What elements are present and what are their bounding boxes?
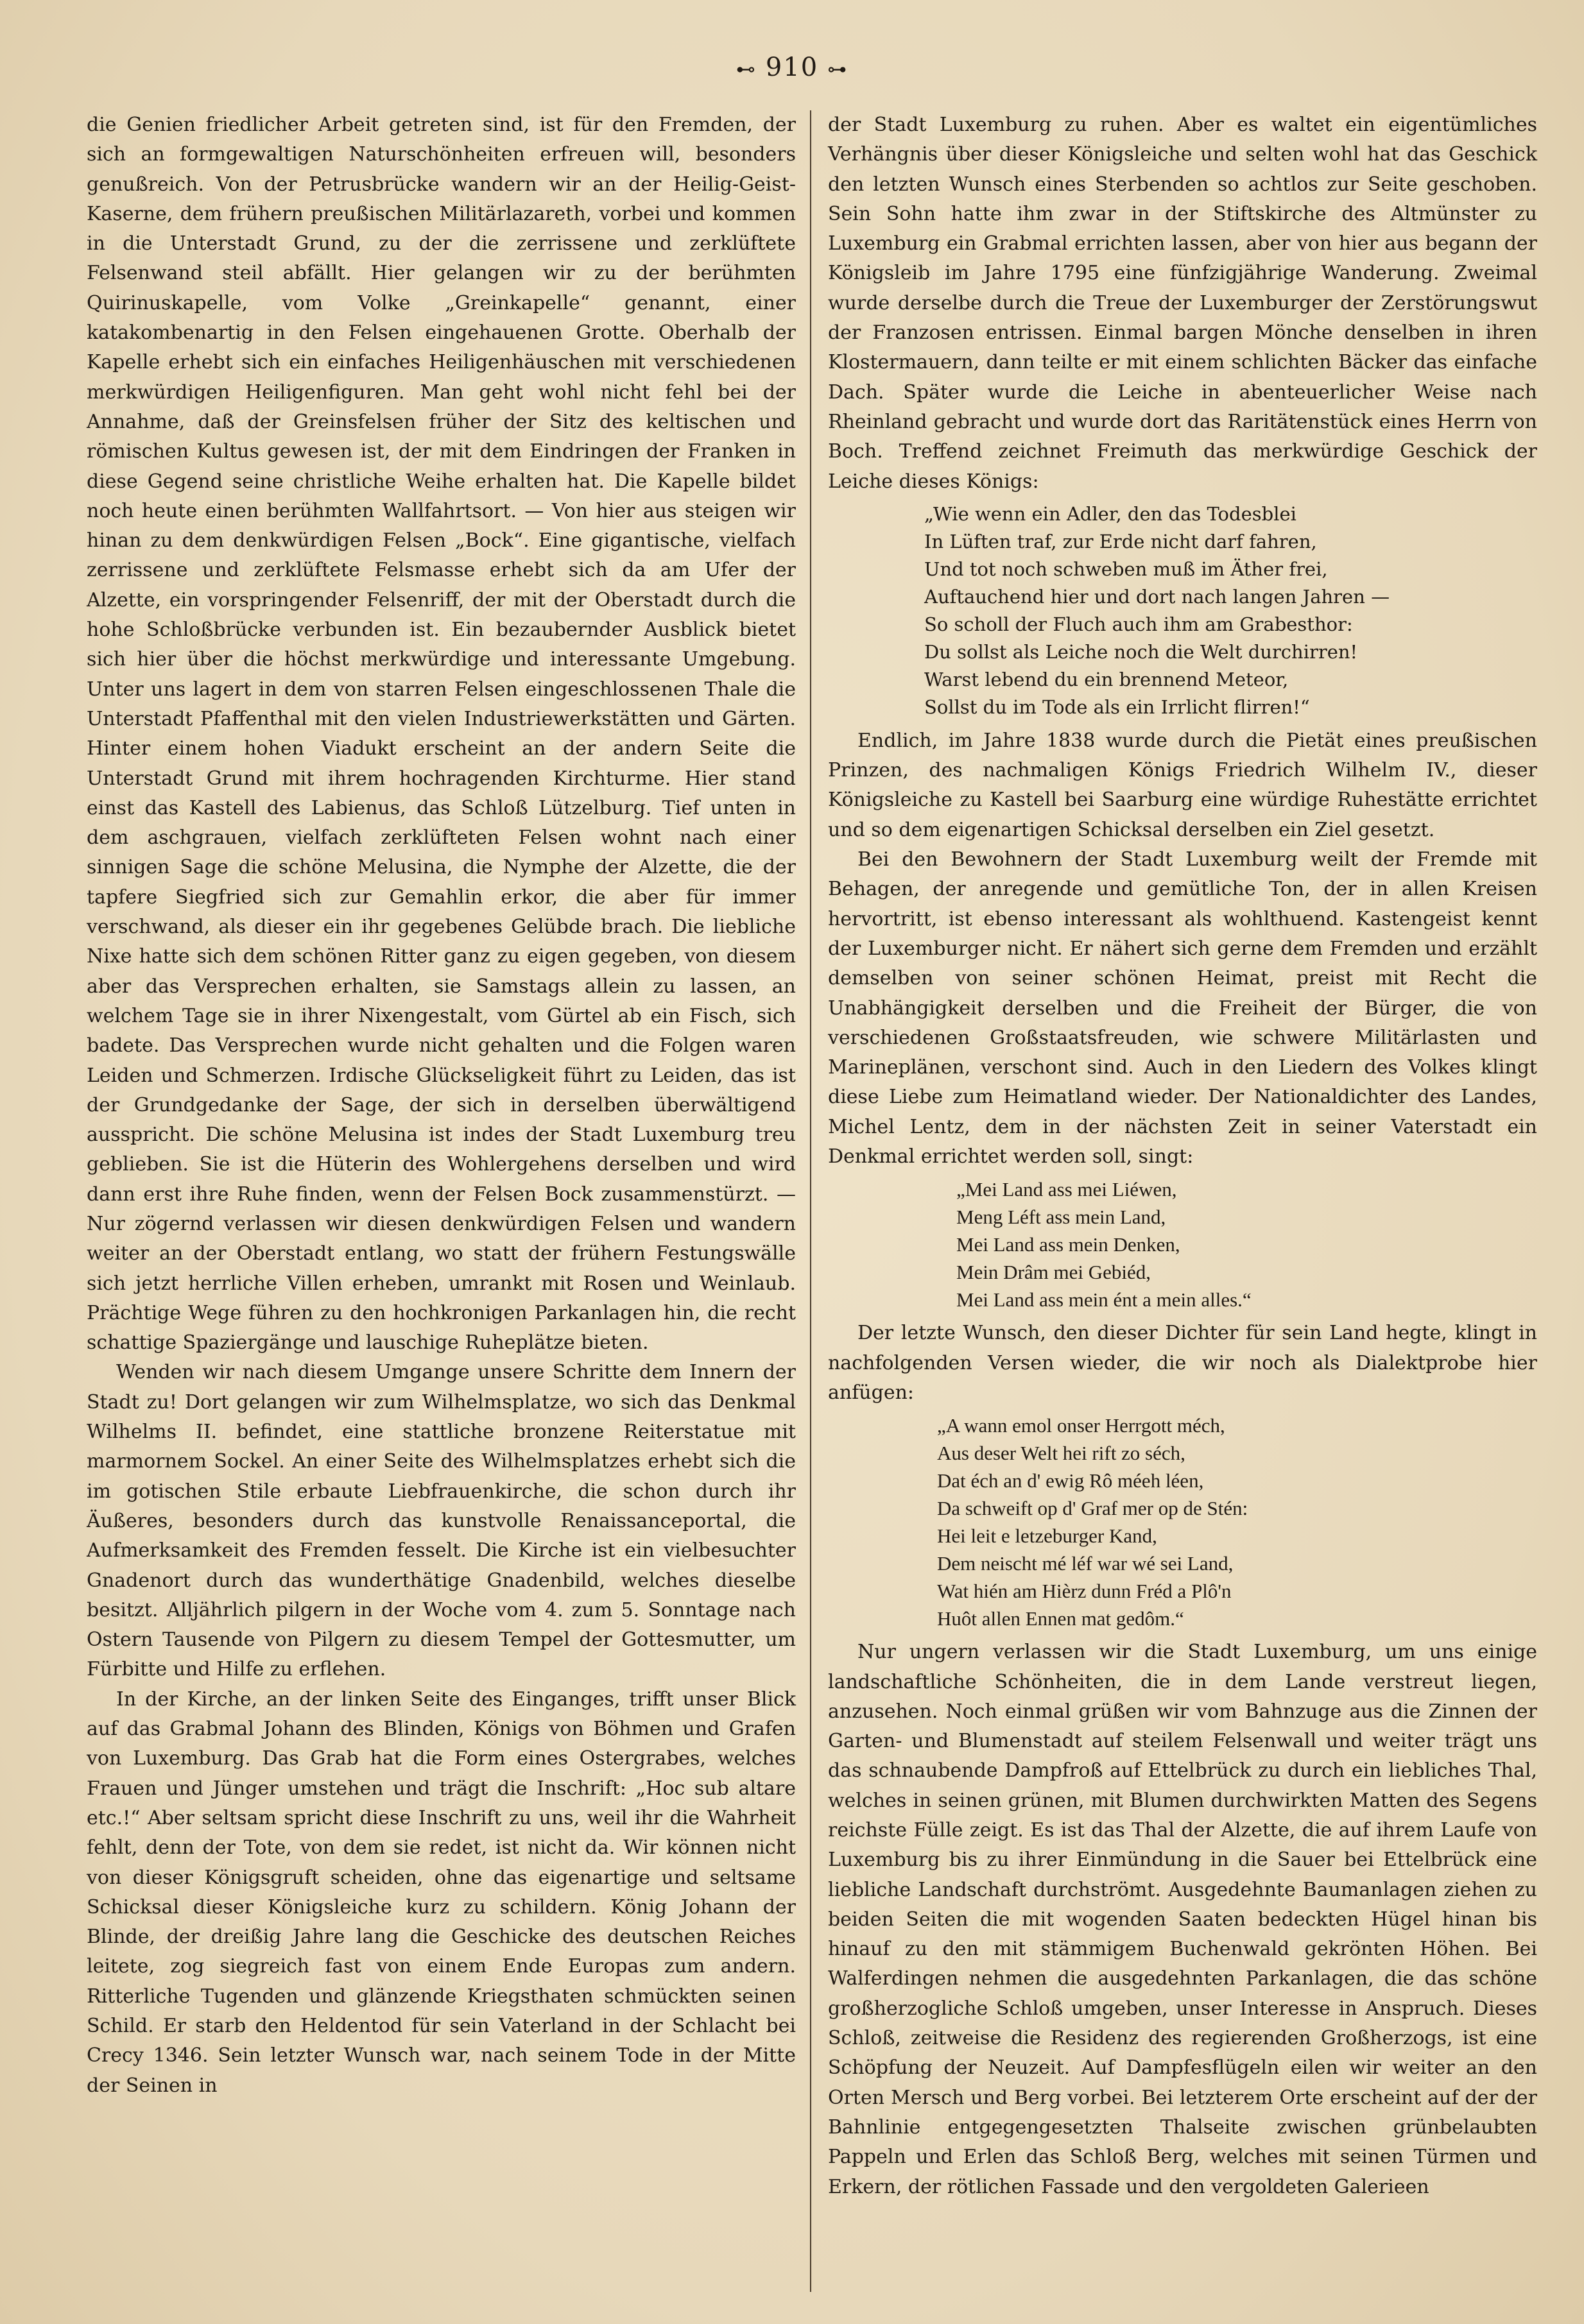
verse-line: Dat éch an d' ewig Rô méeh léen,	[937, 1469, 1204, 1492]
verse-line: „Wie wenn ein Adler, den das Todesblei	[924, 502, 1296, 525]
verse-line: Huôt allen Ennen mat gedôm.“	[937, 1607, 1184, 1630]
paragraph: Der letzte Wunsch, den dieser Dichter für sein Land hegte, klingt in nachfolgenden Versen wieder, die wir noch als Dialektprobe hier anfügen:	[828, 1322, 1537, 1404]
column-rule	[810, 110, 811, 2292]
page-header	[0, 53, 1584, 82]
poem-dialect	[828, 1412, 1537, 1632]
verse-line: Dem neischt mé léf war wé sei Land,	[937, 1552, 1234, 1575]
verse-line: „A wann emol onser Herrgott méch,	[937, 1414, 1225, 1437]
verse-line: Mei Land ass mein ént a mein alles.“	[956, 1288, 1252, 1312]
page-number: 910	[765, 53, 819, 82]
verse-line: Mei Land ass mein Denken,	[956, 1233, 1180, 1256]
paragraph: In der Kirche, an der linken Seite des Einganges, trifft unser Blick auf das Grabmal Johann des Blinden, Königs von Böhmen und Grafen von Luxemburg. Das Grab hat die Form eines Ostergrabes, welches Frauen und Jünger umstehen und trägt die Inschrift: „Hoc sub altare etc.!“ Aber seltsam spricht diese Inschrift zu uns, weil ihr die Wahrheit fehlt, denn der Tote, von dem sie redet, ist nicht da. Wir können nicht von dieser Königsgruft scheiden, ohne das eigenartige und seltsame Schicksal dieser Königsleiche kurz zu schildern. König Johann der Blinde, der dreißig Jahre lang die Geschicke des deutschen Reiches leitete, zog siegreich fast von einem Ende Europas zum andern. Ritterliche Tugenden und glänzende Kriegsthaten schmückten seinen Schild. Er starb den Heldentod für sein Vaterland in der Schlacht bei Crecy 1346. Sein letzter Wunsch war, nach seinem Tode in der Mitte der Seinen in	[87, 1687, 796, 2097]
verse-line: So scholl der Fluch auch ihm am Grabesthor:	[924, 613, 1353, 635]
paragraph: Endlich, im Jahre 1838 wurde durch die Pietät eines preußischen Prinzen, des nachmaligen Königs Friedrich Wilhelm IV., dieser Königsleiche zu Kastell bei Saarburg eine würdige Ruhestätte errichtet und so dem eigenartigen Schicksal derselben ein Ziel gesetzt.	[828, 729, 1537, 841]
verse-line: Wat hién am Hièrz dunn Fréd a Plô'n	[937, 1580, 1232, 1603]
right-column	[828, 110, 1537, 2202]
paragraph: Bei den Bewohnern der Stadt Luxemburg weilt der Fremde mit Behagen, der anregende und gemütliche Ton, der in allen Kreisen hervortritt, ist ebenso interessant als wohlthuend. Kastengeist kennt der Luxemburger nicht. Er nähert sich gerne dem Fremden und erzählt demselben von seiner schönen Heimat, preist mit Recht die Unabhängigkeit derselben und die Freiheit der Bürger, die von verschiedenen Großstaatsfreuden, wie schwere Militärlasten und Marineplänen, verschont sind. Auch in den Liedern des Volkes klingt diese Liebe zum Heimatland wieder. Der Nationaldichter des Landes, Michel Lentz, dem in der nächsten Zeit in seiner Vaterstadt ein Denkmal errichtet werden soll, singt:	[828, 848, 1537, 1168]
verse-line: Hei leit e letzeburger Kand,	[937, 1525, 1157, 1548]
verse-line: Und tot noch schweben muß im Äther frei,	[924, 558, 1328, 580]
verse-line: Warst lebend du ein brennend Meteor,	[924, 668, 1289, 690]
verse-line: „Mei Land ass mei Liéwen,	[956, 1178, 1177, 1201]
verse-line: In Lüften traf, zur Erde nicht darf fahren,	[924, 530, 1317, 552]
poem-lentz	[828, 1175, 1537, 1313]
ornament-left: ⊷	[736, 58, 757, 81]
left-column	[87, 110, 796, 2101]
verse-line: Du sollst als Leiche noch die Welt durchirren!	[924, 640, 1358, 663]
verse-line: Auftauchend hier und dort nach langen Jahren —	[924, 585, 1390, 608]
verse-line: Mein Drâm mei Gebiéd,	[956, 1261, 1151, 1284]
verse-line: Sollst du im Tode als ein Irrlicht flirren!“	[924, 696, 1310, 718]
poem-freimuth	[828, 500, 1537, 721]
paragraph: Nur ungern verlassen wir die Stadt Luxemburg, um uns einige landschaftliche Schönheiten, die in dem Lande verstreut liegen, anzusehen. Noch einmal grüßen wir vom Bahnzuge aus die Zinnen der Garten- und Blumenstadt auf steilem Felsenwall und weiter trägt uns das schnaubende Dampfroß auf Ettelbrück zu durch ein liebliches Thal, welches in seinen grünen, mit Blumen durchwirkten Matten des Segens reichste Fülle zeigt. Es ist das Thal der Alzette, die auf ihrem Laufe von Luxemburg bis zu ihrer Einmündung in die Sauer bei Ettelbrück eine liebliche Landschaft durchströmt. Ausgedehnte Baumanlagen ziehen zu beiden Seiten die mit wogenden Saaten bedeckten Hügel hinan bis hinauf zu den mit stämmigem Buchenwald gekrönten Höhen. Bei Walferdingen nehmen die ausgedehnten Parkanlagen, die das schöne großherzogliche Schloß umgeben, unser Interesse in Anspruch. Dieses Schloß, zeitweise die Residenz des regierenden Großherzogs, ist eine Schöpfung der Neuzeit. Auf Dampfesflügeln eilen wir weiter an den Orten Mersch und Berg vorbei. Bei letzterem Orte erscheint auf der der Bahnlinie entgegengesetzten Thalseite zwischen grünbelaubten Pappeln und Erlen das Schloß Berg, welches mit seinen Türmen und Erkern, der rötlichen Fassade und den vergoldeten Galerieen	[828, 1641, 1537, 2198]
paragraph: der Stadt Luxemburg zu ruhen. Aber es waltet ein eigentümliches Verhängnis über dieser Königsleiche und selten wohl hat das Geschick den letzten Wunsch eines Sterbenden so achtlos zur Seite geschoben. Sein Sohn hatte ihm zwar in der Stiftskirche des Altmünster zu Luxemburg ein Grabmal errichten lassen, aber von hier aus begann der Königsleib im Jahre 1795 eine fünfzigjährige Wanderung. Zweimal wurde derselbe durch die Treue der Luxemburger der Zerstörungswut der Franzosen entrissen. Einmal bargen Mönche denselben in ihren Klostermauern, dann teilte er mit einem schlichten Bäcker das einfache Dach. Später wurde die Leiche in abenteuerlicher Weise nach Rheinland gebracht und wurde dort das Raritätenstück eines Herrn von Boch. Treffend zeichnet Freimuth das merkwürdige Geschick der Leiche dieses Königs:	[828, 114, 1537, 493]
paragraph: Wenden wir nach diesem Umgange unsere Schritte dem Innern der Stadt zu! Dort gelangen wir zum Wilhelmsplatze, wo sich das Denkmal Wilhelms II. befindet, eine stattliche bronzene Reiterstatue mit marmornem Sockel. An einer Seite des Wilhelmsplatzes erhebt sich die im gotischen Stile erbaute Liebfrauenkirche, die schon durch ihr Äußeres, besonders durch das kunstvolle Renaissanceportal, die Aufmerksamkeit des Fremden fesselt. Die Kirche ist ein vielbesuchter Gnadenort durch das wunderthätige Gnadenbild, welches dieselbe besitzt. Alljährlich pilgern in der Woche vom 4. zum 5. Sonntage nach Ostern Tausende von Pilgern zu diesem Tempel der Gottesmutter, um Fürbitte und Hilfe zu erflehen.	[87, 1361, 796, 1681]
ornament-right: ⊶	[827, 58, 848, 81]
verse-line: Da schweift op d' Graf mer op de Stén:	[937, 1497, 1248, 1520]
paragraph: die Genien friedlicher Arbeit getreten sind, ist für den Fremden, der sich an formgewaltigen Naturschönheiten erfreuen will, besonders genußreich. Von der Petrusbrücke wandern wir an der Heilig-Geist-Kaserne, dem frühern preußischen Militärlazareth, vorbei und kommen in die Unterstadt Grund, zu der die zerrissene und zerklüftete Felsenwand steil abfällt. Hier gelangen wir zu der berühmten Quirinuskapelle, vom Volke „Greinkapelle“ genannt, einer katakombenartig in den Felsen eingehauenen Grotte. Oberhalb der Kapelle erhebt sich ein einfaches Heiligenhäuschen mit verschiedenen merkwürdigen Heiligenfiguren. Man geht wohl nicht fehl bei der Annahme, daß der Greinsfelsen früher der Sitz des keltischen und römischen Kultus gewesen ist, der mit dem Eindringen der Franken in diese Gegend seine christliche Weihe erhalten hat. Die Kapelle bildet noch heute einen berühmten Wallfahrtsort. — Von hier aus steigen wir hinan zu dem denkwürdigen Felsen „Bock“. Eine gigantische, vielfach zerrissene und zerklüftete Felsmasse erhebt sich da am Ufer der Alzette, ein vorspringender Felsenriff, der mit der Oberstadt durch die hohe Schloßbrücke verbunden ist. Ein bezaubernder Ausblick bietet sich hier über die höchst merkwürdige und interessante Umgebung. Unter uns lagert in dem von starren Felsen eingeschlossenen Thale die Unterstadt Pfaffenthal mit den vielen Industriewerkstätten und Gärten. Hinter einem hohen Viadukt erscheint an der andern Seite die Unterstadt Grund mit ihrem hochragenden Kirchturme. Hier stand einst das Kastell des Labienus, das Schloß Lützelburg. Tief unten in dem aschgrauen, vielfach zerklüfteten Felsen wohnt nach einer sinnigen Sage die schöne Melusina, die Nymphe der Alzette, die der tapfere Siegfried sich zur Gemahlin erkor, die aber für immer verschwand, als dieser ein ihr gegebenes Gelübde brach. Die liebliche Nixe hatte sich dem schönen Ritter ganz zu eigen gegeben, von diesem aber das Versprechen erhalten, sie Samstags allein zu lassen, an welchem Tage sie in ihrer Nixengestalt, vom Gürtel ab ein Fisch, sich badete. Das Versprechen wurde nicht gehalten und die Folgen waren Leiden und Schmerzen. Irdische Glückseligkeit führt zu Leiden, das ist der Grundgedanke der Sage, der sich in derselben überwältigend ausspricht. Die schöne Melusina ist indes der Stadt Luxemburg treu geblieben. Sie ist die Hüterin des Wohlergehens derselben und wird dann erst ihre Ruhe finden, wenn der Felsen Bock zusammenstürzt. — Nur zögernd verlassen wir diesen denkwürdigen Felsen und wandern weiter an der Oberstadt entlang, wo statt der frühern Festungswälle sich jetzt herrliche Villen erheben, umrankt mit Rosen und Weinlaub. Prächtige Wege führen zu den hochkronigen Parkanlagen hin, die recht schattige Spaziergänge und lauschige Ruheplätze bieten.	[87, 114, 796, 1354]
verse-line: Meng Léft ass mein Land,	[956, 1206, 1166, 1229]
verse-line: Aus deser Welt hei rift zo séch,	[937, 1442, 1185, 1465]
